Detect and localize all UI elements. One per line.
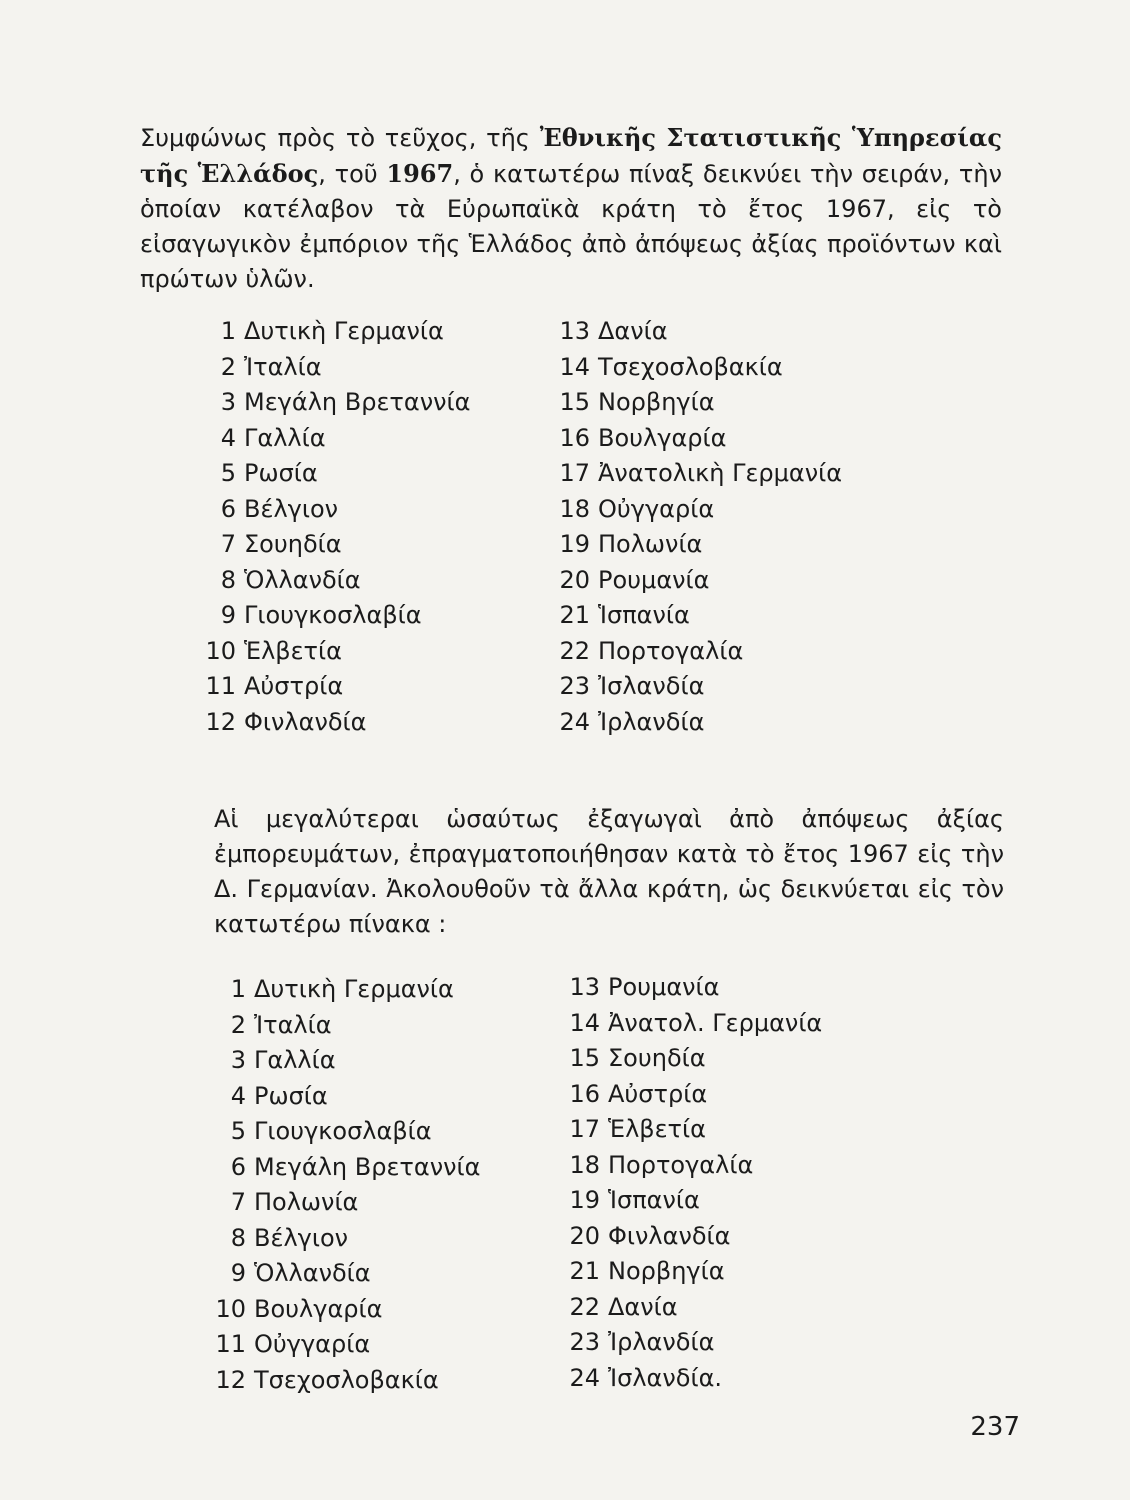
list-item bbox=[206, 1008, 480, 1044]
list-item bbox=[566, 1006, 822, 1042]
list-item bbox=[556, 705, 842, 741]
list-item bbox=[206, 1292, 480, 1328]
list-item bbox=[206, 1221, 480, 1257]
rank-number: 24 bbox=[559, 707, 590, 736]
exports-list-right bbox=[566, 970, 822, 1396]
rank-number: 12 bbox=[215, 1365, 246, 1394]
country-name: Μεγάλη Βρεταννία bbox=[254, 1152, 481, 1181]
country-name: Ἑλβετία bbox=[608, 1115, 706, 1143]
country-name: Ἰσλανδία. bbox=[608, 1363, 723, 1392]
exports-list-left bbox=[206, 972, 480, 1398]
rank-number: 18 bbox=[569, 1150, 600, 1179]
country-name: Αὐστρία bbox=[244, 672, 344, 700]
rank-number: 24 bbox=[569, 1363, 600, 1392]
country-name: Ἰταλία bbox=[254, 1010, 332, 1039]
rank-number: 20 bbox=[559, 565, 590, 594]
rank-number: 16 bbox=[569, 1079, 600, 1108]
country-name: Πολωνία bbox=[598, 530, 703, 558]
country-name: Δανία bbox=[598, 317, 668, 345]
country-name: Ἰσλανδία bbox=[598, 672, 705, 700]
rank-number: 5 bbox=[230, 1117, 246, 1145]
rank-number: 22 bbox=[569, 1292, 600, 1321]
rank-number: 20 bbox=[569, 1221, 600, 1250]
list-item bbox=[566, 970, 822, 1006]
list-item bbox=[196, 385, 470, 421]
rank-number: 3 bbox=[230, 1046, 246, 1074]
list-item bbox=[196, 456, 470, 492]
country-name: Βέλγιον bbox=[244, 494, 339, 523]
list-item bbox=[556, 421, 842, 457]
rank-number: 12 bbox=[205, 707, 236, 736]
country-name: Τσεχοσλοβακία bbox=[254, 1365, 439, 1394]
country-name: Αὐστρία bbox=[608, 1079, 708, 1108]
country-name: Δυτικὴ Γερμανία bbox=[254, 975, 454, 1003]
list-item bbox=[196, 634, 470, 670]
rank-number: 14 bbox=[559, 352, 590, 381]
country-name: Γαλλία bbox=[254, 1046, 336, 1074]
list-item bbox=[556, 314, 842, 350]
list-item bbox=[196, 705, 470, 741]
country-name: Οὐγγαρία bbox=[598, 494, 715, 523]
country-name: Ἀνατολ. Γερμανία bbox=[608, 1008, 823, 1037]
country-name: Δυτικὴ Γερμανία bbox=[244, 317, 444, 345]
rank-number: 23 bbox=[559, 672, 590, 700]
country-name: Φινλανδία bbox=[244, 707, 367, 736]
rank-number: 9 bbox=[220, 601, 236, 629]
country-name: Νορβηγία bbox=[598, 388, 715, 416]
rank-number: 8 bbox=[230, 1223, 246, 1252]
list-item bbox=[566, 1361, 822, 1397]
rank-number: 2 bbox=[220, 352, 236, 381]
rank-number: 11 bbox=[205, 672, 236, 700]
rank-number: 5 bbox=[220, 459, 236, 487]
country-name: Ρωσία bbox=[254, 1081, 328, 1110]
list-item bbox=[556, 456, 842, 492]
imports-list-left bbox=[196, 314, 470, 740]
rank-number: 22 bbox=[559, 636, 590, 665]
list-item bbox=[556, 598, 842, 634]
imports-list-right bbox=[556, 314, 842, 740]
list-item bbox=[206, 1327, 480, 1363]
country-name: Νορβηγία bbox=[608, 1257, 725, 1285]
list-item bbox=[196, 598, 470, 634]
list-item bbox=[206, 1079, 480, 1115]
list-item bbox=[556, 492, 842, 528]
country-name: Μεγάλη Βρεταννία bbox=[244, 388, 471, 416]
rank-number: 1 bbox=[220, 317, 236, 345]
country-name: Βουλγαρία bbox=[598, 423, 727, 452]
rank-number: 11 bbox=[215, 1330, 246, 1358]
list-item bbox=[556, 634, 842, 670]
list-item bbox=[566, 1183, 822, 1219]
rank-number: 6 bbox=[230, 1152, 246, 1181]
country-name: Ἀνατολικὴ Γερμανία bbox=[598, 459, 843, 487]
rank-number: 13 bbox=[569, 973, 600, 1001]
country-name: Φινλανδία bbox=[608, 1221, 731, 1250]
rank-number: 7 bbox=[230, 1188, 246, 1216]
country-name: Σουηδία bbox=[608, 1044, 706, 1072]
rank-number: 15 bbox=[569, 1044, 600, 1072]
rank-number: 10 bbox=[205, 636, 236, 665]
list-item bbox=[556, 563, 842, 599]
rank-number: 10 bbox=[215, 1294, 246, 1323]
country-name: Ἑλβετία bbox=[244, 636, 342, 665]
rank-number: 17 bbox=[569, 1115, 600, 1143]
list-item bbox=[196, 527, 470, 563]
list-item bbox=[556, 527, 842, 563]
country-name: Γιουγκοσλαβία bbox=[244, 601, 422, 629]
country-name: Οὐγγαρία bbox=[254, 1330, 371, 1358]
page-number: 237 bbox=[970, 1412, 1020, 1442]
rank-number: 4 bbox=[220, 423, 236, 452]
country-name: Ρουμανία bbox=[598, 565, 710, 594]
intro-bold-agency: Ἐθνικῆς Στατιστικῆς Ὑπηρεσίας τῆς Ἑλλάδος bbox=[140, 123, 1002, 188]
intro-bold-year: 1967 bbox=[386, 159, 454, 188]
list-item bbox=[196, 492, 470, 528]
intro-text-mid: , τοῦ bbox=[318, 160, 387, 188]
country-name: Γιουγκοσλαβία bbox=[254, 1117, 432, 1145]
country-name: Ὁλλανδία bbox=[244, 565, 361, 594]
intro-text-end: , ὁ κατωτέρω πίναξ δεικνύει τὴν σειράν, τὴν ὁποίαν κατέλαβον τὰ Εὐρωπαϊκὰ κράτη τὸ ἔτος 1967, εἰς τὸ εἰσαγωγικὸν ἐμπόριον τῆς Ἑλλάδος ἀπὸ ἀπόψεως ἀξίας προϊόντων καὶ πρώτων ὑλῶν. bbox=[140, 160, 1002, 293]
rank-number: 19 bbox=[569, 1186, 600, 1214]
list-item bbox=[206, 1256, 480, 1292]
rank-number: 6 bbox=[220, 494, 236, 523]
country-name: Ἰρλανδία bbox=[598, 707, 705, 736]
rank-number: 21 bbox=[569, 1257, 600, 1285]
rank-number: 9 bbox=[230, 1259, 246, 1287]
list-item bbox=[566, 1041, 822, 1077]
list-item bbox=[196, 669, 470, 705]
rank-number: 14 bbox=[569, 1008, 600, 1037]
rank-number: 21 bbox=[559, 601, 590, 629]
rank-number: 1 bbox=[230, 975, 246, 1003]
country-name: Ἱσπανία bbox=[608, 1186, 700, 1214]
rank-number: 15 bbox=[559, 388, 590, 416]
country-name: Σουηδία bbox=[244, 530, 342, 558]
country-name: Βουλγαρία bbox=[254, 1294, 383, 1323]
list-item bbox=[566, 1112, 822, 1148]
list-item bbox=[556, 350, 842, 386]
list-item bbox=[196, 314, 470, 350]
rank-number: 7 bbox=[220, 530, 236, 558]
rank-number: 19 bbox=[559, 530, 590, 558]
intro-text-start: Συμφώνως πρὸς τὸ τεῦχος, τῆς bbox=[140, 124, 540, 152]
list-item bbox=[556, 385, 842, 421]
rank-number: 18 bbox=[559, 494, 590, 523]
country-name: Πορτογαλία bbox=[598, 636, 744, 665]
list-item bbox=[566, 1254, 822, 1290]
list-item bbox=[566, 1325, 822, 1361]
country-name: Πολωνία bbox=[254, 1188, 359, 1216]
list-item bbox=[206, 1114, 480, 1150]
intro-paragraph bbox=[140, 120, 1002, 297]
rank-number: 17 bbox=[559, 459, 590, 487]
country-name: Τσεχοσλοβακία bbox=[598, 352, 783, 381]
country-name: Ρουμανία bbox=[608, 973, 720, 1001]
list-item bbox=[206, 972, 480, 1008]
rank-number: 13 bbox=[559, 317, 590, 345]
list-item bbox=[566, 1148, 822, 1184]
country-name: Δανία bbox=[608, 1292, 678, 1321]
list-item bbox=[566, 1219, 822, 1255]
country-name: Ἰταλία bbox=[244, 352, 322, 381]
country-name: Γαλλία bbox=[244, 423, 326, 452]
list-item bbox=[196, 563, 470, 599]
country-name: Ὁλλανδία bbox=[254, 1259, 371, 1287]
country-name: Βέλγιον bbox=[254, 1223, 349, 1252]
list-item bbox=[206, 1185, 480, 1221]
rank-number: 16 bbox=[559, 423, 590, 452]
rank-number: 8 bbox=[220, 565, 236, 594]
rank-number: 23 bbox=[569, 1328, 600, 1356]
list-item bbox=[206, 1043, 480, 1079]
list-item bbox=[206, 1363, 480, 1399]
list-item bbox=[206, 1150, 480, 1186]
country-name: Ἰρλανδία bbox=[608, 1328, 715, 1356]
list-item bbox=[566, 1077, 822, 1113]
country-name: Ἱσπανία bbox=[598, 601, 690, 629]
rank-number: 2 bbox=[230, 1010, 246, 1039]
country-name: Πορτογαλία bbox=[608, 1150, 754, 1179]
rank-number: 4 bbox=[230, 1081, 246, 1110]
rank-number: 3 bbox=[220, 388, 236, 416]
exports-paragraph: Αἱ μεγαλύτεραι ὡσαύτως ἐξαγωγαὶ ἀπὸ ἀπόψεως ἀξίας ἐμπορευμάτων, ἐπραγματοποιήθησαν κατὰ τὸ ἔτος 1967 εἰς τὴν Δ. Γερμανίαν. Ἀκολουθοῦν τὰ ἄλλα κράτη, ὡς δεικνύεται εἰς τὸν κατωτέρω πίνακα : bbox=[214, 805, 1004, 938]
list-item bbox=[566, 1290, 822, 1326]
list-item bbox=[556, 669, 842, 705]
list-item bbox=[196, 350, 470, 386]
country-name: Ρωσία bbox=[244, 459, 318, 487]
list-item bbox=[196, 421, 470, 457]
